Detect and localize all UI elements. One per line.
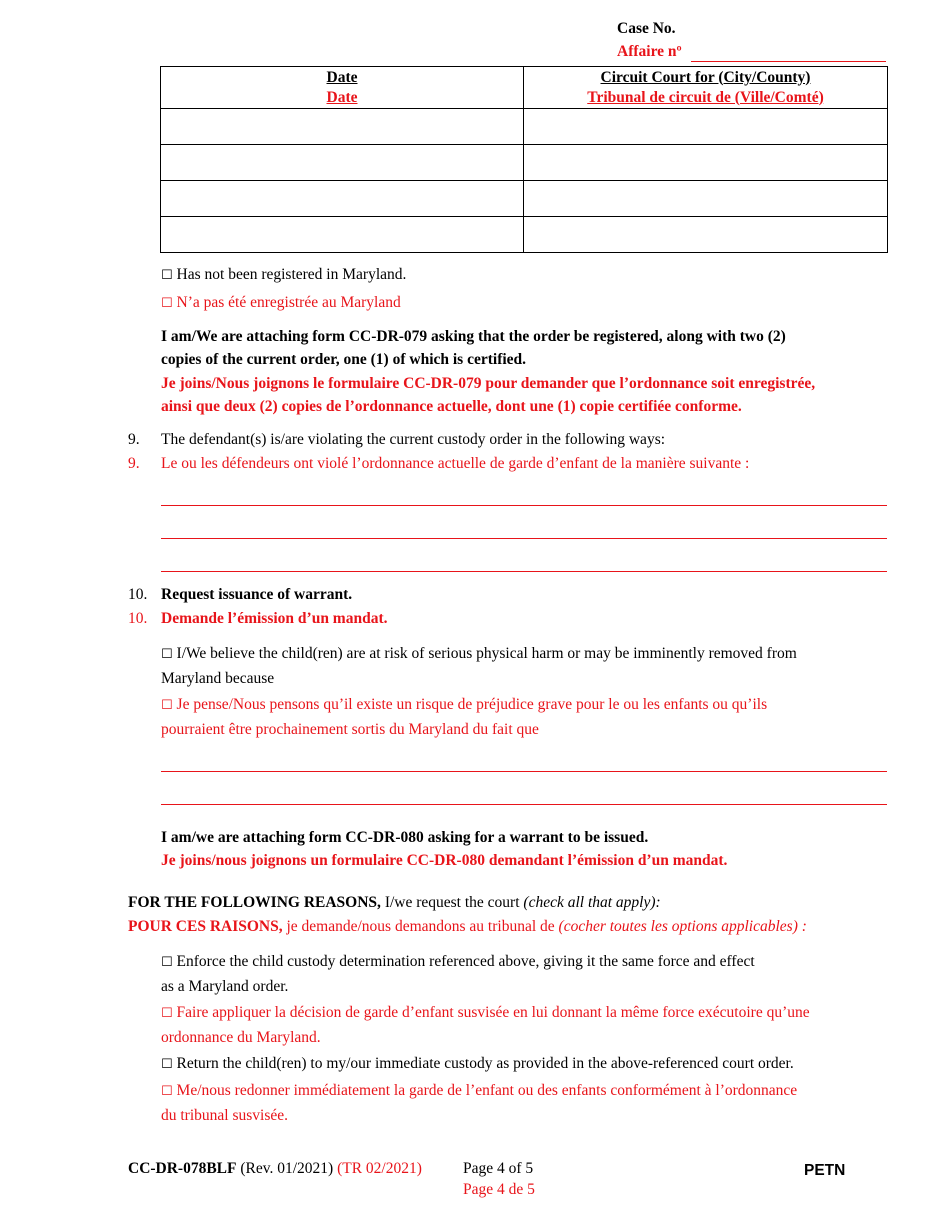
enforce-checkbox-fr[interactable]: ☐ <box>161 1006 173 1021</box>
table-row <box>161 109 888 145</box>
date-cell[interactable] <box>161 181 524 217</box>
attach-080-text: I am/we are attaching form CC-DR-080 asking for a warrant to be issued. <box>161 829 649 846</box>
page-number: Page 4 of 5 <box>463 1160 534 1177</box>
attach-079-text-fr: Je joins/Nous joignons le formulaire CC-DR-079 pour demander que l’ordonnance soit enregistrée, <box>161 375 816 392</box>
return-option-fr-line2: du tribunal susvisée. <box>161 1107 288 1124</box>
item-9-number: 9. <box>128 431 140 448</box>
return-option: ☐ Return the child(ren) to my/our immediate custody as provided in the above-referenced court order. <box>161 1055 794 1072</box>
return-checkbox[interactable]: ☐ <box>161 1057 173 1072</box>
risk-answer-line[interactable] <box>161 771 887 772</box>
date-cell[interactable] <box>161 217 524 253</box>
court-cell[interactable] <box>524 109 888 145</box>
risk-option-line2: Maryland because <box>161 670 275 687</box>
enforce-option-fr: ☐ Faire appliquer la décision de garde d’enfant susvisée en lui donnant la même force exécutoire qu’une <box>161 1004 810 1021</box>
table-row <box>161 181 888 217</box>
reasons-heading: FOR THE FOLLOWING REASONS, I/we request the court (check all that apply): <box>128 894 661 911</box>
attach-079-text-2: copies of the current order, one (1) of which is certified. <box>161 351 527 368</box>
table-header-row <box>161 67 888 109</box>
case-number-label: Case No. <box>617 20 676 37</box>
item-10-number: 10. <box>128 586 148 603</box>
risk-option-fr-line2: pourraient être prochainement sortis du Maryland du fait que <box>161 721 539 738</box>
footer-form-id: CC-DR-078BLF (Rev. 01/2021) (TR 02/2021) <box>128 1160 422 1177</box>
return-option-fr: ☐ Me/nous redonner immédiatement la garde de l’enfant ou des enfants conformément à l’ordonnance <box>161 1082 798 1099</box>
violation-answer-line[interactable] <box>161 571 887 572</box>
court-cell[interactable] <box>524 217 888 253</box>
risk-answer-line[interactable] <box>161 804 887 805</box>
page-number-fr: Page 4 de 5 <box>463 1181 535 1198</box>
item-9-text-fr: Le ou les défendeurs ont violé l’ordonnance actuelle de garde d’enfant de la manière suivante : <box>161 455 750 472</box>
court-cell[interactable] <box>524 145 888 181</box>
risk-option: ☐ I/We believe the child(ren) are at risk of serious physical harm or may be imminently removed from <box>161 645 797 662</box>
court-cell[interactable] <box>524 181 888 217</box>
table-row <box>161 217 888 253</box>
enforce-option-line2: as a Maryland order. <box>161 978 289 995</box>
date-column-header: Date Date <box>161 67 524 109</box>
item-10-heading-fr: Demande l’émission d’un mandat. <box>161 610 388 627</box>
item-9-text: The defendant(s) is/are violating the current custody order in the following ways: <box>161 431 666 448</box>
not-registered-option-fr: ☐ N’a pas été enregistrée au Maryland <box>161 294 401 311</box>
attach-079-text-fr-2: ainsi que deux (2) copies de l’ordonnance actuelle, dont une (1) copie certifiée conforme. <box>161 398 742 415</box>
not-registered-checkbox[interactable]: ☐ <box>161 268 173 283</box>
item-10-number-fr: 10. <box>128 610 148 627</box>
risk-option-fr: ☐ Je pense/Nous pensons qu’il existe un risque de préjudice grave pour le ou les enfants ou qu’ils <box>161 696 768 713</box>
violation-answer-line[interactable] <box>161 538 887 539</box>
attach-079-text: I am/We are attaching form CC-DR-079 asking that the order be registered, along with two (2) <box>161 328 786 345</box>
reasons-heading-fr: POUR CES RAISONS, je demande/nous demandons au tribunal de (cocher toutes les options applicables) : <box>128 918 807 935</box>
item-9-number-fr: 9. <box>128 455 140 472</box>
attach-080-text-fr: Je joins/nous joignons un formulaire CC-DR-080 demandant l’émission d’un mandat. <box>161 852 728 869</box>
enforce-option-fr-line2: ordonnance du Maryland. <box>161 1029 321 1046</box>
date-cell[interactable] <box>161 145 524 181</box>
case-number-field[interactable] <box>691 61 886 62</box>
not-registered-checkbox-fr[interactable]: ☐ <box>161 296 173 311</box>
return-checkbox-fr[interactable]: ☐ <box>161 1084 173 1099</box>
not-registered-option: ☐ Has not been registered in Maryland. <box>161 266 407 283</box>
item-10-heading: Request issuance of warrant. <box>161 586 353 603</box>
risk-checkbox-fr[interactable]: ☐ <box>161 698 173 713</box>
registration-table <box>160 66 888 253</box>
form-code: PETN <box>804 1162 846 1179</box>
risk-checkbox[interactable]: ☐ <box>161 647 173 662</box>
enforce-option: ☐ Enforce the child custody determination referenced above, giving it the same force and effect <box>161 953 755 970</box>
court-column-header: Circuit Court for (City/County) Tribunal de circuit de (Ville/Comté) <box>524 67 888 109</box>
enforce-checkbox[interactable]: ☐ <box>161 955 173 970</box>
date-cell[interactable] <box>161 109 524 145</box>
case-number-label-fr: Affaire nº <box>617 43 682 60</box>
violation-answer-line[interactable] <box>161 505 887 506</box>
table-row <box>161 145 888 181</box>
